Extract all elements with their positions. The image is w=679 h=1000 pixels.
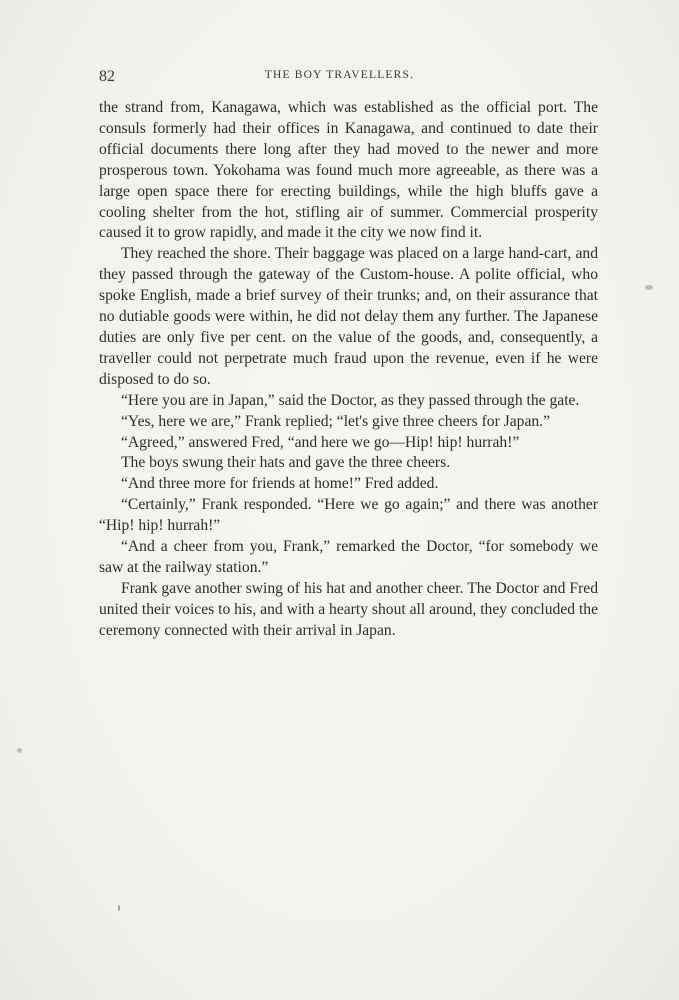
paragraph: “And a cheer from you, Frank,” remarked the Doctor, “for somebody we saw at the railway station.”: [99, 538, 598, 576]
paragraph: The boys swung their hats and gave the three cheers.: [121, 454, 451, 472]
paragraph: “And three more for friends at home!” Fred added.: [121, 475, 439, 493]
page-number: 82: [99, 68, 115, 85]
running-title: THE BOY TRAVELLERS.: [264, 69, 415, 81]
paragraph: “Here you are in Japan,” said the Doctor, as they passed through the gate.: [121, 391, 580, 409]
paragraph: Frank gave another swing of his hat and another cheer. The Doctor and Fred united their voices to his, and with a hearty shout all around, they concluded the ceremony connected with their arrival in Japan.: [99, 579, 598, 639]
paragraph: “Agreed,” answered Fred, “and here we go—Hip! hip! hurrah!”: [121, 433, 520, 451]
paragraph: They reached the shore. Their baggage was placed on a large hand-cart, and they passed through the gateway of the Custom-house. A polite official, who spoke English, made a brief survey of their trunks; and, on their assurance that no dutiable goods were within, he did not delay them any further. The Japanese duties are only five per cent. on the value of the goods, and, consequently, a traveller could not perpetrate much fraud upon the revenue, even if he were disposed to do so.: [99, 245, 598, 388]
paper-speck: [17, 748, 22, 753]
paper-speck: [645, 285, 653, 290]
page-header: [99, 66, 580, 90]
body-text: [99, 98, 598, 642]
paragraph: the strand from, Kanagawa, which was established as the official port. The consuls formerly had their offices in Kanagawa, and continued to date their official documents there long after they had moved to the newer and more prosperous town. Yokohama was found much more agreeable, as there was a large open space there for erecting buildings, while the high bluffs gave a cooling shelter from the hot, stifling air of summer. Commercial prosperity caused it to grow rapidly, and made it the city we now find it.: [99, 99, 598, 242]
paper-speck: [118, 905, 120, 911]
paragraph: “Certainly,” Frank responded. “Here we go again;” and there was another “Hip! hip! hurrah!”: [99, 496, 598, 535]
paragraph: “Yes, here we are,” Frank replied; “let's give three cheers for Japan.”: [121, 412, 550, 430]
